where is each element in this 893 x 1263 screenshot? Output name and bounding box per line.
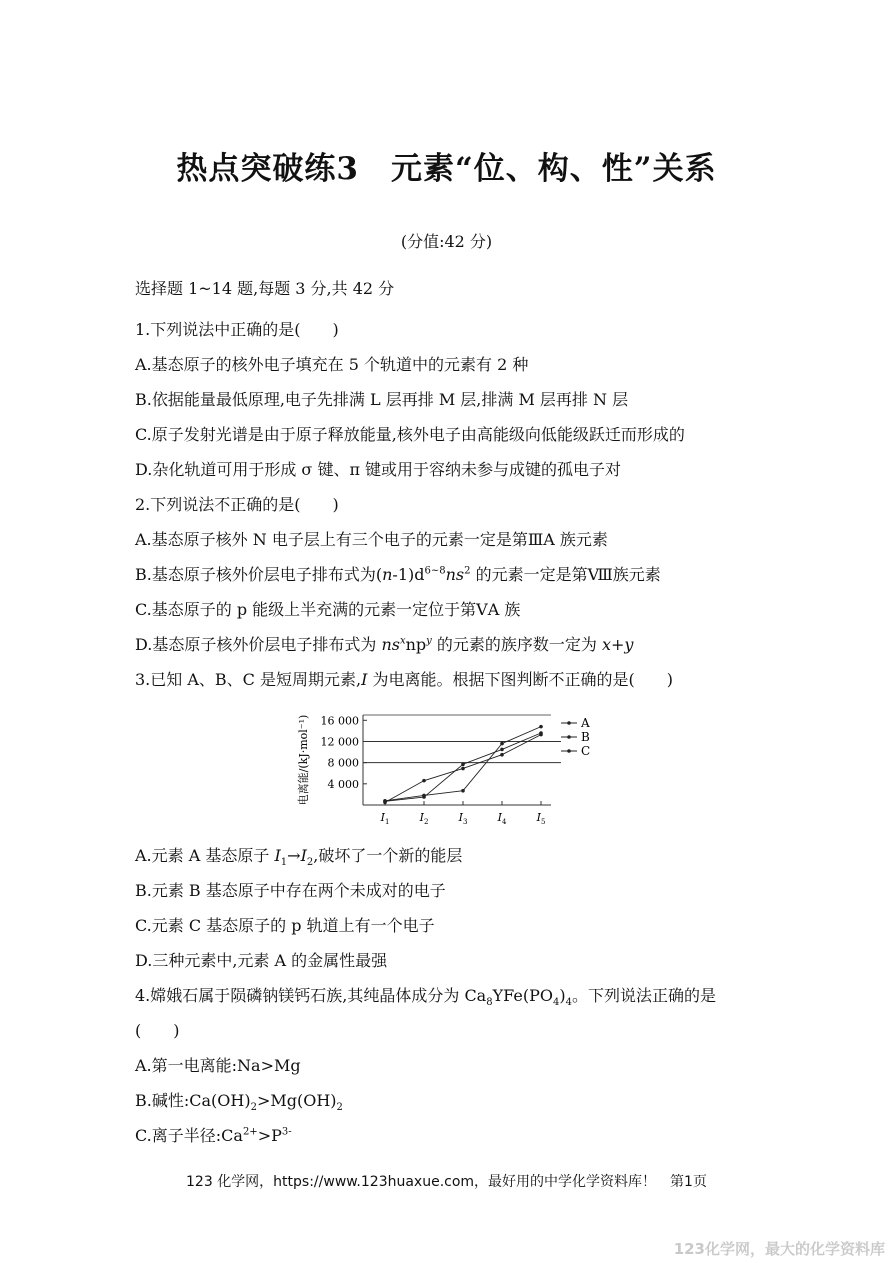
q1-option-c: C.原子发射光谱是由于原子释放能量,核外电子由高能级向低能级跃迁而形成的 [135, 425, 685, 444]
q1-option-d: D.杂化轨道可用于形成 σ 键、π 键或用于容纳未参与成键的孤电子对 [135, 460, 622, 479]
y-tick-label: 8 000 [327, 756, 359, 770]
q3-option-a: A.元素 A 基态原子 $I_1\to I_2$,破坏了一个新的能层 [135, 846, 463, 869]
q2-option-a: A.基态原子核外 N 电子层上有三个电子的元素一定是第ⅢA 族元素 [135, 530, 608, 549]
section-heading: 选择题 1~14 题,每题 3 分,共 42 分 [135, 279, 395, 298]
q3-option-c: C.元素 C 基态原子的 p 轨道上有一个电子 [135, 916, 435, 935]
data-point-A [500, 753, 504, 757]
ionization-energy-chart [293, 705, 603, 830]
legend-label-C: C [581, 744, 591, 758]
legend-marker-C [567, 749, 571, 753]
legend-label-A: A [581, 716, 590, 730]
y-tick-label: 12 000 [320, 735, 359, 749]
q1-option-a: A.基态原子的核外电子填充在 5 个轨道中的元素有 2 种 [135, 355, 529, 374]
y-tick-label: 16 000 [320, 714, 359, 728]
data-point-A [422, 779, 426, 783]
q1-stem: 1.下列说法中正确的是( ) [135, 320, 339, 339]
x-tick-label: $I_3$ [458, 811, 468, 826]
q4-option-b: B.碱性$:Ca(OH)_2>Mg(OH)_2$ [135, 1091, 343, 1114]
y-tick-label: 4 000 [327, 777, 359, 791]
watermark: 123化学网，最大的化学资料库 [673, 1240, 885, 1258]
legend-marker-A [567, 721, 571, 725]
q4-stem: 4.嫦娥石属于陨磷钠镁钙石族,其纯晶体成分为 $Ca_8YFe(PO_4)_4$。下列说法正确的是 [135, 986, 717, 1009]
data-point-B [500, 748, 504, 752]
q2-option-b: B.基态原子核外价层电子排布式为$(n-1)d^{6\sim 8}ns^2$ 的元素一定是第Ⅷ族元素 [135, 565, 661, 584]
page-footer: 123 化学网，https://www.123huaxue.com，最好用的中学化学资料库！ 第1页 [186, 1174, 707, 1190]
data-point-C [539, 725, 543, 729]
legend-marker-B [567, 735, 571, 739]
q3-option-d: D.三种元素中,元素 A 的金属性最强 [135, 951, 388, 970]
q3-stem: 3.已知 A、B、C 是短周期元素,I 为电离能。根据下图判断不正确的是( ) [135, 670, 673, 689]
data-point-A [461, 767, 465, 771]
x-tick-label: $I_4$ [497, 811, 507, 826]
q4-option-a: A.第一电离能:Na>Mg [135, 1056, 301, 1075]
data-point-B [461, 762, 465, 766]
q4-option-c: C.离子半径$:Ca^{2+}>P^{3-}$ [135, 1126, 292, 1145]
data-point-C [500, 742, 504, 746]
data-point-C [422, 794, 426, 798]
y-axis-label: 电离能/(kJ·mol⁻¹) [297, 714, 310, 806]
x-tick-label: $I_1$ [380, 811, 390, 826]
page-title: 热点突破练3 元素“位、构、性”关系 [176, 151, 717, 187]
q2-option-d: D.基态原子核外价层电子排布式为 $ns^xnp^y$ 的元素的族序数一定为 x+y [135, 635, 634, 654]
q2-option-c: C.基态原子的 p 能级上半充满的元素一定位于第ⅤA 族 [135, 600, 521, 619]
legend-label-B: B [581, 730, 590, 744]
x-tick-label: $I_2$ [419, 811, 429, 826]
data-point-B [539, 731, 543, 735]
data-point-C [461, 789, 465, 793]
q1-option-b: B.依据能量最低原理,电子先排满 L 层再排 M 层,排满 M 层再排 N 层 [135, 390, 629, 409]
x-tick-label: $I_5$ [536, 811, 546, 826]
q4-answer-paren: ( ) [135, 1021, 180, 1040]
data-point-C [383, 799, 387, 803]
q3-option-b: B.元素 B 基态原子中存在两个未成对的电子 [135, 881, 446, 900]
q2-stem: 2.下列说法不正确的是( ) [135, 495, 339, 514]
score-note: (分值:42 分) [400, 232, 493, 251]
